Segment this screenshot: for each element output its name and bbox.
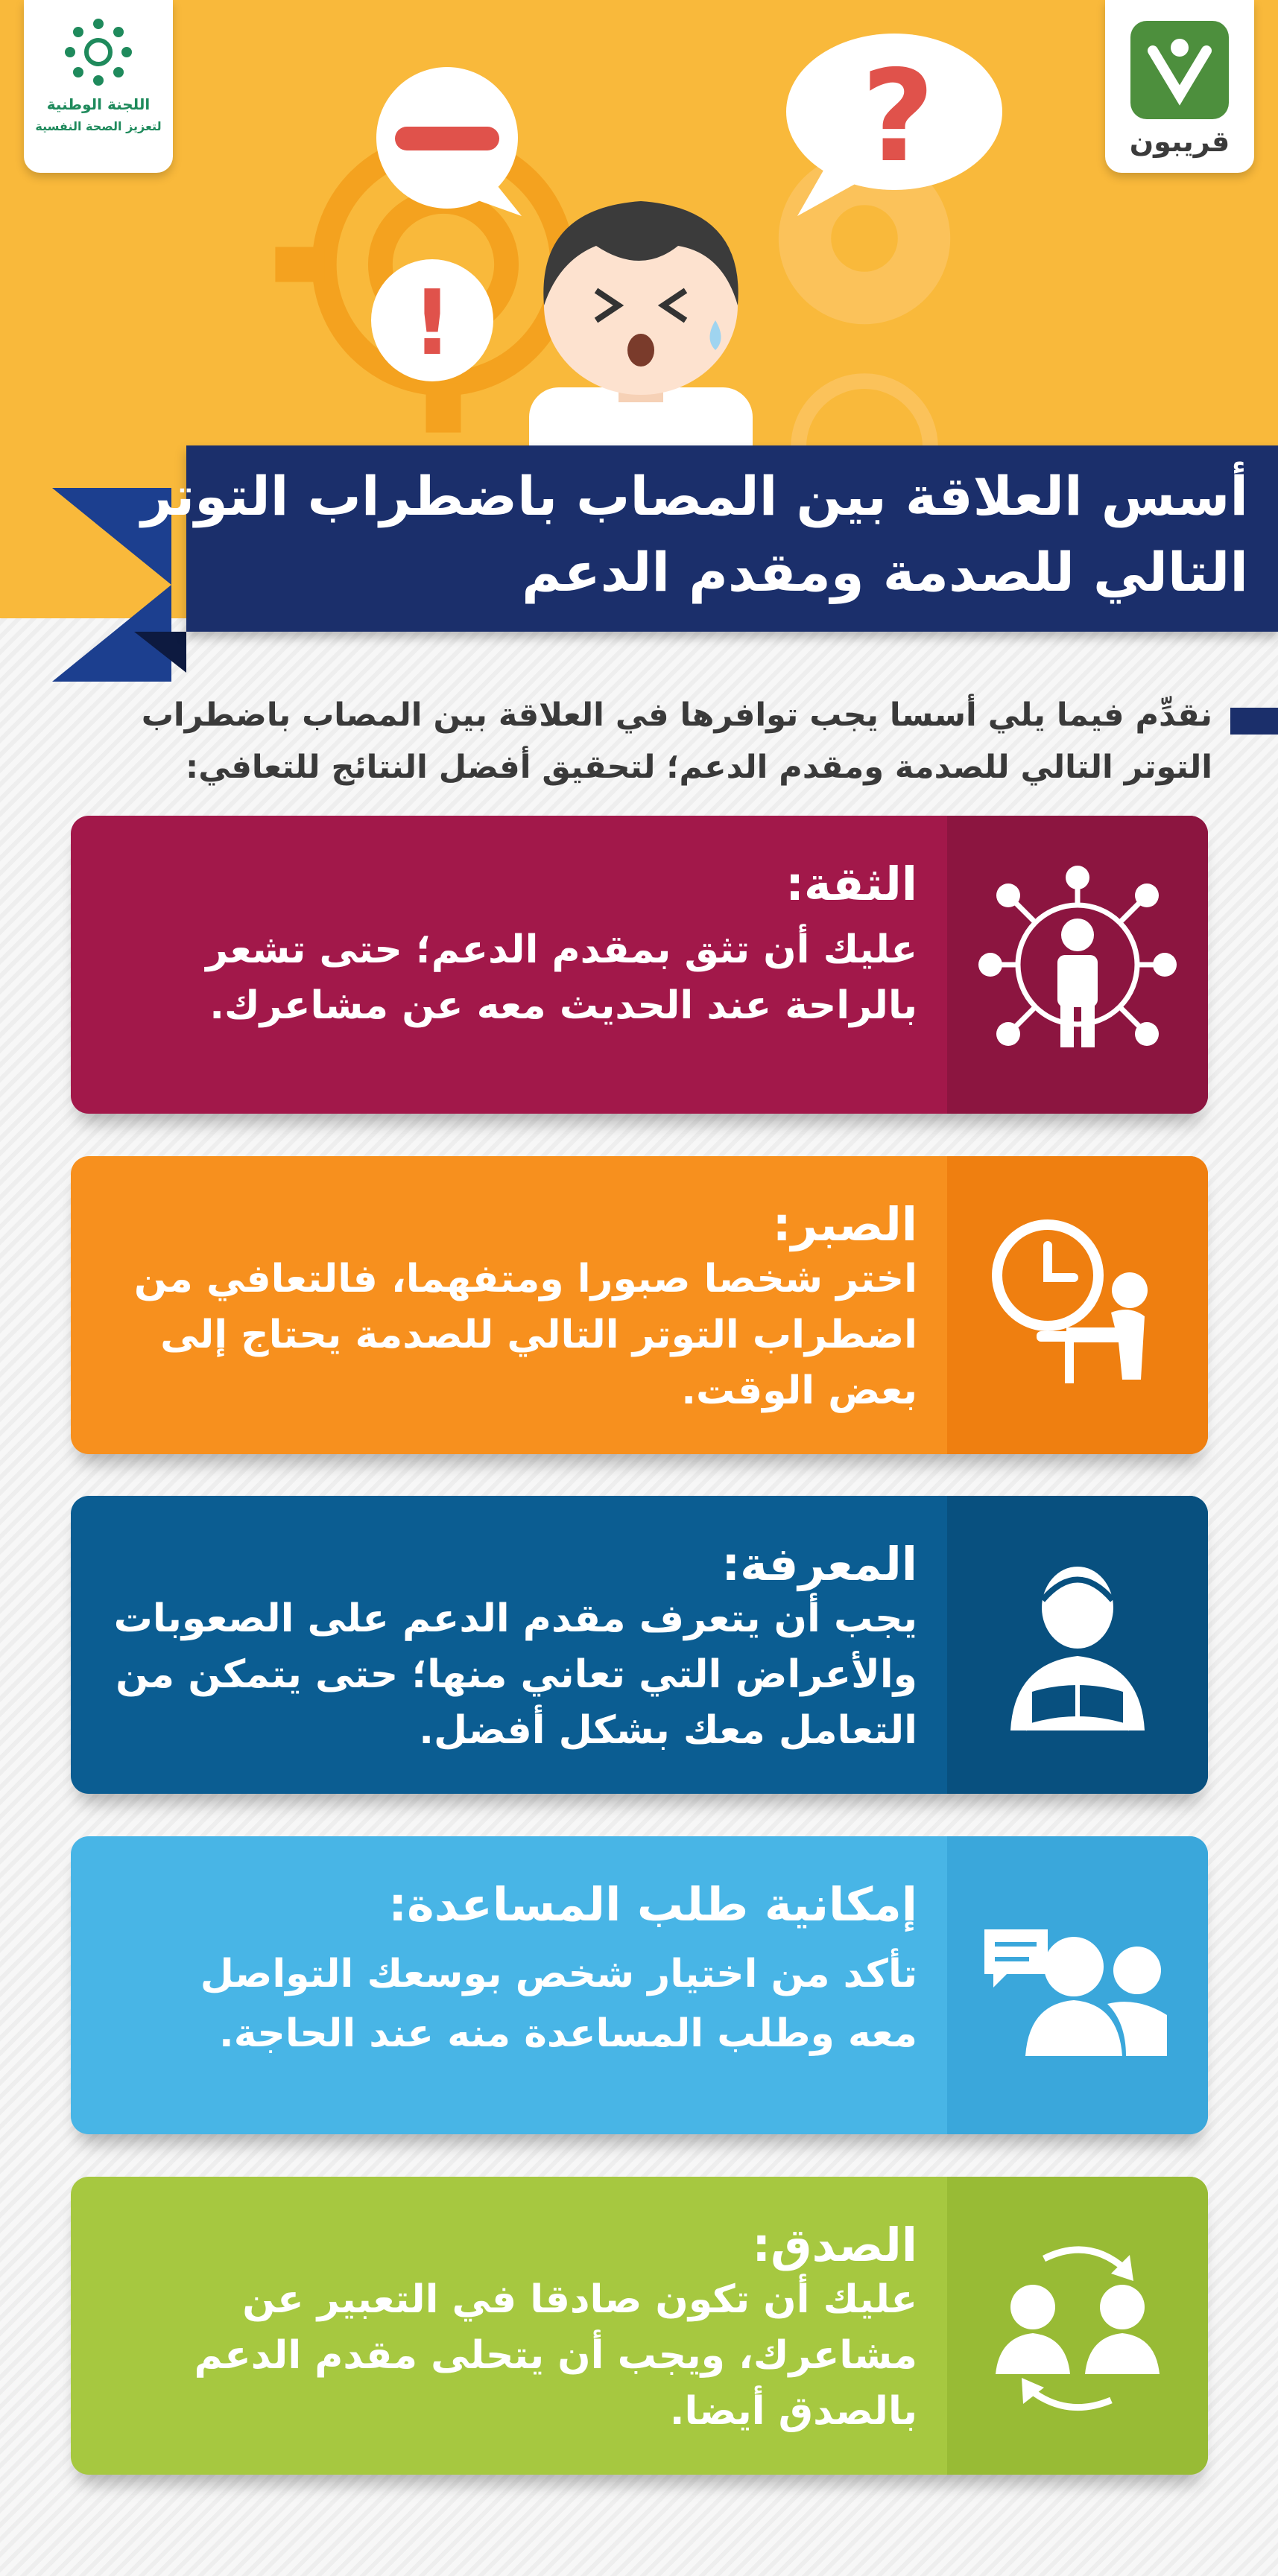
qareeboon-logo-card — [1105, 0, 1254, 173]
page-title-line2: التالي للصدمة ومقدم الدعم — [522, 541, 1248, 603]
card-text-line: يجب أن يتعرف مقدم الدعم على الصعوبات — [113, 1596, 917, 1641]
chat-people-icon — [977, 1885, 1178, 2086]
card-title: الصدق: — [752, 2218, 917, 2272]
card-icon-pane — [947, 1496, 1208, 1794]
card-honesty — [71, 2177, 1208, 2475]
national-committee-logo-card — [24, 0, 173, 173]
card-icon-pane — [947, 816, 1208, 1114]
intro-line2: التوتر التالي للصدمة ومقدم الدعم؛ لتحقيق أفضل النتائج للتعافي: — [186, 749, 1212, 786]
card-title: إمكانية طلب المساعدة: — [388, 1877, 917, 1932]
card-trust — [71, 816, 1208, 1114]
national-committee-logo-icon — [61, 15, 136, 89]
card-asking-help — [71, 1836, 1208, 2134]
question-mark: ? — [861, 43, 935, 191]
qareeboon-logo-text: قريبون — [1129, 125, 1230, 158]
card-knowledge — [71, 1496, 1208, 1794]
page-title-line1: أسس العلاقة بين المصاب باضطراب التوتر — [141, 465, 1248, 527]
card-title: الثقة: — [785, 857, 917, 911]
card-text-line: اختر شخصا صبورا ومتفهما، فالتعافي من — [133, 1257, 917, 1301]
exclamation-bubble-icon — [369, 257, 496, 384]
card-text-line: عليك أن تثق بمقدم الدعم؛ حتى تشعر — [206, 927, 917, 972]
minus-speech-bubble-icon — [365, 67, 529, 216]
card-text-line: بالصدق أيضا. — [669, 2389, 917, 2434]
clock-waiting-person-icon — [977, 1205, 1178, 1406]
card-text-line: التعامل معك بشكل أفضل. — [419, 1708, 917, 1753]
card-icon-pane — [947, 2177, 1208, 2475]
network-person-icon — [977, 864, 1178, 1065]
card-title: المعرفة: — [721, 1537, 917, 1591]
card-text-line: تأكد من اختيار شخص بوسعك التواصل — [200, 1952, 917, 1996]
card-text-line: مشاعرك، ويجب أن يتحلى مقدم الدعم — [194, 2333, 917, 2378]
national-committee-logo-line1: اللجنة الوطنية — [46, 95, 151, 113]
card-title: الصبر: — [772, 1197, 917, 1251]
title-banner — [141, 445, 1278, 632]
card-icon-pane — [947, 1836, 1208, 2134]
card-text-line: معه وطلب المساعدة منه عند الحاجة. — [219, 2011, 917, 2056]
qareeboon-logo-icon — [1130, 21, 1229, 119]
card-patience — [71, 1156, 1208, 1454]
card-text-line: بالراحة عند الحديث معه عن مشاعرك. — [209, 983, 917, 1028]
card-text-line: عليك أن تكون صادقا في التعبير عن — [242, 2277, 917, 2322]
stressed-person-illustration — [507, 164, 775, 477]
card-text-line: اضطراب التوتر التالي للصدمة يحتاج إلى — [160, 1313, 917, 1357]
exchange-people-icon — [977, 2225, 1178, 2426]
intro-marker — [1230, 708, 1278, 735]
exclamation-mark: ! — [411, 272, 453, 375]
card-text-line: والأعراض التي تعاني منها؛ حتى يتمكن من — [116, 1652, 917, 1697]
national-committee-logo-line2: لتعزيز الصحة النفسية — [35, 119, 162, 133]
card-text-line: بعض الوقت. — [681, 1368, 917, 1413]
intro-line1: نقدِّم فيما يلي أسسا يجب توافرها في العلاقة بين المصاب باضطراب — [141, 697, 1212, 734]
ribbon-fold — [134, 632, 186, 673]
question-speech-bubble-icon — [768, 30, 1006, 223]
reading-person-icon — [977, 1544, 1178, 1745]
card-icon-pane — [947, 1156, 1208, 1454]
